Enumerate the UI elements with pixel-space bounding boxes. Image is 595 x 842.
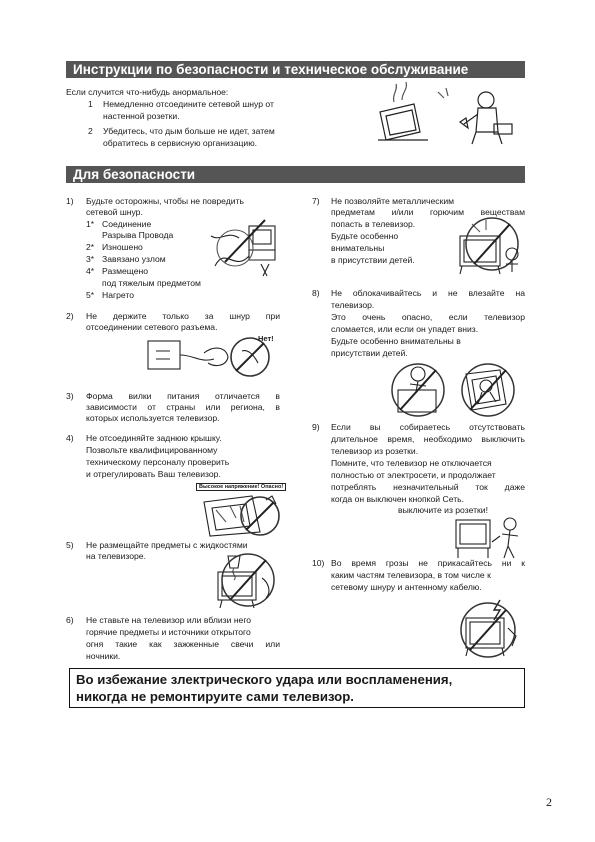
intro-lead: Если случится что-нибудь анормальное:: [66, 87, 229, 97]
item-line: Будьте особенно внимательны в: [331, 336, 461, 346]
item-line: телевизор из розетки.: [331, 446, 419, 456]
item-line: зависимости от страны или региона, в: [86, 402, 280, 412]
warning-line: никогда не ремонтируите сами телевизор.: [76, 689, 354, 704]
sub-item-line: под тяжелым предметом: [102, 278, 201, 288]
warning-box: [69, 668, 525, 708]
sub-item-number: 1*: [86, 219, 95, 229]
sub-item-line: Изношено: [102, 242, 143, 252]
intro-item-number: 1: [88, 99, 93, 109]
page-number: 2: [546, 795, 552, 809]
sub-item-number: 4*: [86, 266, 95, 276]
intro-item-line: Немедленно отсоедините сетевой шнур от: [103, 99, 274, 109]
speech-no: Нет!: [258, 334, 274, 343]
item-line: ночники.: [86, 651, 121, 661]
sub-item-line: Соединение: [102, 219, 152, 229]
item-line: потреблять незначительный ток даже: [331, 482, 525, 492]
sub-item-line: Размещено: [102, 266, 149, 276]
warning-line: Во избежание злектрического удара или воспламенения,: [76, 672, 453, 687]
back-cover-illustration: [196, 492, 280, 538]
speech-unplug: выключите из розетки!: [398, 505, 488, 515]
item-line: полностью от электросети, и продолжает: [331, 470, 496, 480]
item-line: Во время грозы не прикасайтесь ни к: [331, 558, 525, 568]
item-line: которых используется телевизор.: [86, 413, 220, 423]
item-line: Позвольте квалифицированному: [86, 445, 218, 455]
item-line: сетевому шнуру и антенному кабелю.: [331, 582, 482, 592]
item-line: Форма вилки питания отличается в: [86, 391, 280, 401]
sub-item-line: Завязано узлом: [102, 254, 166, 264]
item-number: 8): [312, 288, 320, 298]
sub-item-line: Нагрето: [102, 290, 135, 300]
item-line: Не облокачивайтесь и не влезайте на: [331, 288, 525, 298]
item-line: предметам и/или горючим веществам: [331, 207, 525, 217]
liquid-on-tv-illustration: [206, 548, 280, 610]
section-header-for-safety: Для безопасности: [66, 166, 525, 183]
item-line: в присутствии детей.: [331, 255, 415, 265]
item-number: 4): [66, 433, 74, 443]
item-line: присутствии детей.: [331, 348, 408, 358]
item-line: и отрегулировать Ваш телевизор.: [86, 469, 221, 479]
item-line: Не позволяйте металлическим: [331, 196, 455, 206]
item-line: горячие предметы и источники открытого: [86, 627, 251, 637]
item-line: каким частям телевизора, в том числе к: [331, 570, 491, 580]
pulling-cord-illustration: [144, 333, 276, 379]
item-line: сломается, или если он упадет вниз.: [331, 324, 479, 334]
intro-item-line: настенной розетки.: [103, 111, 180, 121]
smoking-tv-illustration: [368, 82, 518, 146]
sub-item-line: Разрыва Провода: [102, 230, 174, 240]
item-line: Будьте осторожны, чтобы не повредить: [86, 196, 244, 206]
metal-objects-illustration: [452, 214, 524, 276]
intro-item-line: Убедитесь, что дым больше не идет, затем: [103, 126, 275, 136]
item-line: техническому персоналу проверить: [86, 457, 230, 467]
intro-item-number: 2: [88, 126, 93, 136]
item-line: Помните, что телевизор не отключается: [331, 458, 492, 468]
thunderstorm-illustration: [456, 598, 522, 660]
intro-item-line: обратитесь в сервисную организацию.: [103, 138, 258, 148]
item-line: когда он выключен кнопкой Сеть.: [331, 494, 465, 504]
item-line: внимательны: [331, 243, 385, 253]
item-number: 7): [312, 196, 320, 206]
item-line: Не ставьте на телевизор или вблизи него: [86, 615, 252, 625]
item-number: 5): [66, 540, 74, 550]
sub-item-number: 2*: [86, 242, 95, 252]
item-number: 3): [66, 391, 74, 401]
item-line: Будьте особенно: [331, 231, 399, 241]
item-line: отсоединении сетевого разъема.: [86, 322, 218, 332]
item-line: Это очень опасно, если телевизор: [331, 312, 525, 322]
item-line: Не отсоединяйте заднюю крышку.: [86, 433, 222, 443]
item-line: огня такие как зажженные свечи или: [86, 639, 280, 649]
item-number: 6): [66, 615, 74, 625]
speech-high-voltage: Высокое напряжение! Опасно!: [196, 483, 286, 491]
item-number: 2): [66, 311, 74, 321]
item-line: Если вы собираетесь отсутствовать: [331, 422, 525, 432]
sub-item-number: 3*: [86, 254, 95, 264]
item-line: телевизор.: [331, 300, 375, 310]
item-line: на телевизоре.: [86, 551, 146, 561]
unplug-tv-illustration: [452, 514, 524, 560]
item-line: Не держите только за шнур при: [86, 311, 280, 321]
item-line: Не размещайте предметы с жидкостями: [86, 540, 248, 550]
climbing-tv-illustration: [388, 360, 520, 418]
section-header-safety-maintenance: Инструкции по безопасности и техническое обслуживание: [66, 61, 525, 78]
item-line: длительное время, необходимо выключить: [331, 434, 525, 444]
sub-item-number: 5*: [86, 290, 95, 300]
item-number: 1): [66, 196, 74, 206]
item-number: 9): [312, 422, 320, 432]
damaged-cord-illustration: [205, 216, 281, 278]
item-line: сетевой шнур.: [86, 207, 143, 217]
item-number: 10): [312, 558, 325, 568]
item-line: попасть в телевизор.: [331, 219, 416, 229]
